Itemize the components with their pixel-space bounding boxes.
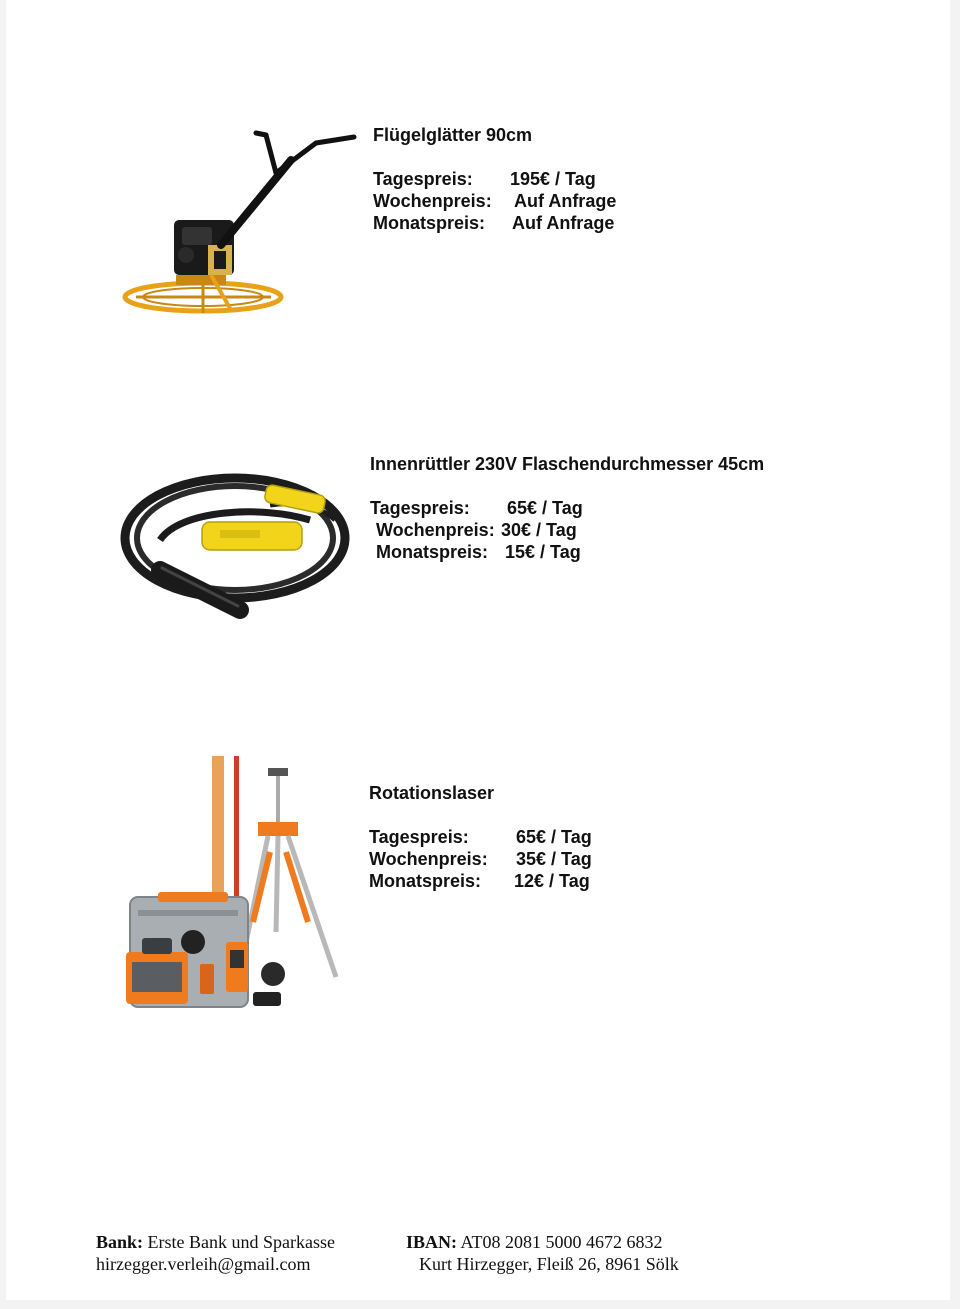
price-row-day bbox=[369, 826, 592, 848]
price-row-day bbox=[373, 168, 616, 190]
footer-iban bbox=[406, 1231, 679, 1275]
price-value: Auf Anfrage bbox=[512, 213, 615, 233]
product-info-concrete-vibrator bbox=[370, 453, 764, 563]
iban-label: IBAN: bbox=[406, 1232, 458, 1252]
price-value: 12€ / Tag bbox=[514, 871, 590, 891]
rotation-laser-image bbox=[118, 752, 350, 1010]
concrete-vibrator-image bbox=[120, 470, 350, 630]
price-label: Wochenpreis: bbox=[376, 520, 495, 540]
postal-address: Kurt Hirzegger, Fleiß 26, 8961 Sölk bbox=[419, 1254, 679, 1274]
power-trowel-image bbox=[116, 125, 366, 320]
price-sheet-page bbox=[6, 0, 950, 1300]
price-label: Monatspreis: bbox=[369, 871, 482, 891]
product-title: Rotationslaser bbox=[369, 783, 495, 803]
product-info-rotation-laser bbox=[369, 782, 592, 892]
price-label: Monatspreis: bbox=[373, 213, 486, 233]
price-row-day bbox=[370, 497, 764, 519]
price-value: 30€ / Tag bbox=[501, 520, 577, 540]
price-row-week bbox=[373, 190, 616, 212]
price-value: 15€ / Tag bbox=[505, 542, 581, 562]
product-title: Flügelglätter 90cm bbox=[373, 125, 533, 145]
price-label: Tagespreis: bbox=[373, 169, 473, 189]
price-value: 195€ / Tag bbox=[510, 169, 596, 189]
price-label: Wochenpreis: bbox=[373, 191, 492, 211]
bank-value: Erste Bank und Sparkasse bbox=[147, 1232, 335, 1252]
price-value: Auf Anfrage bbox=[514, 191, 617, 211]
product-title: Innenrüttler 230V Flaschendurchmesser 45cm bbox=[370, 454, 765, 474]
price-row-month bbox=[370, 541, 764, 563]
product-info-power-trowel bbox=[373, 124, 616, 234]
price-label: Tagespreis: bbox=[370, 498, 470, 518]
price-value: 65€ / Tag bbox=[516, 827, 592, 847]
bank-label: Bank: bbox=[96, 1232, 144, 1252]
price-row-week bbox=[370, 519, 764, 541]
iban-value: AT08 2081 5000 4672 6832 bbox=[460, 1232, 663, 1252]
price-row-week bbox=[369, 848, 592, 870]
footer-bank bbox=[96, 1231, 335, 1275]
iban-line bbox=[406, 1231, 679, 1253]
price-label: Monatspreis: bbox=[376, 542, 489, 562]
email-address[interactable]: hirzegger.verleih@gmail.com bbox=[96, 1254, 311, 1274]
price-value: 65€ / Tag bbox=[507, 498, 583, 518]
price-row-month bbox=[369, 870, 592, 892]
price-label: Wochenpreis: bbox=[369, 849, 488, 869]
price-label: Tagespreis: bbox=[369, 827, 469, 847]
bank-line bbox=[96, 1231, 335, 1253]
price-row-month bbox=[373, 212, 616, 234]
price-value: 35€ / Tag bbox=[516, 849, 592, 869]
